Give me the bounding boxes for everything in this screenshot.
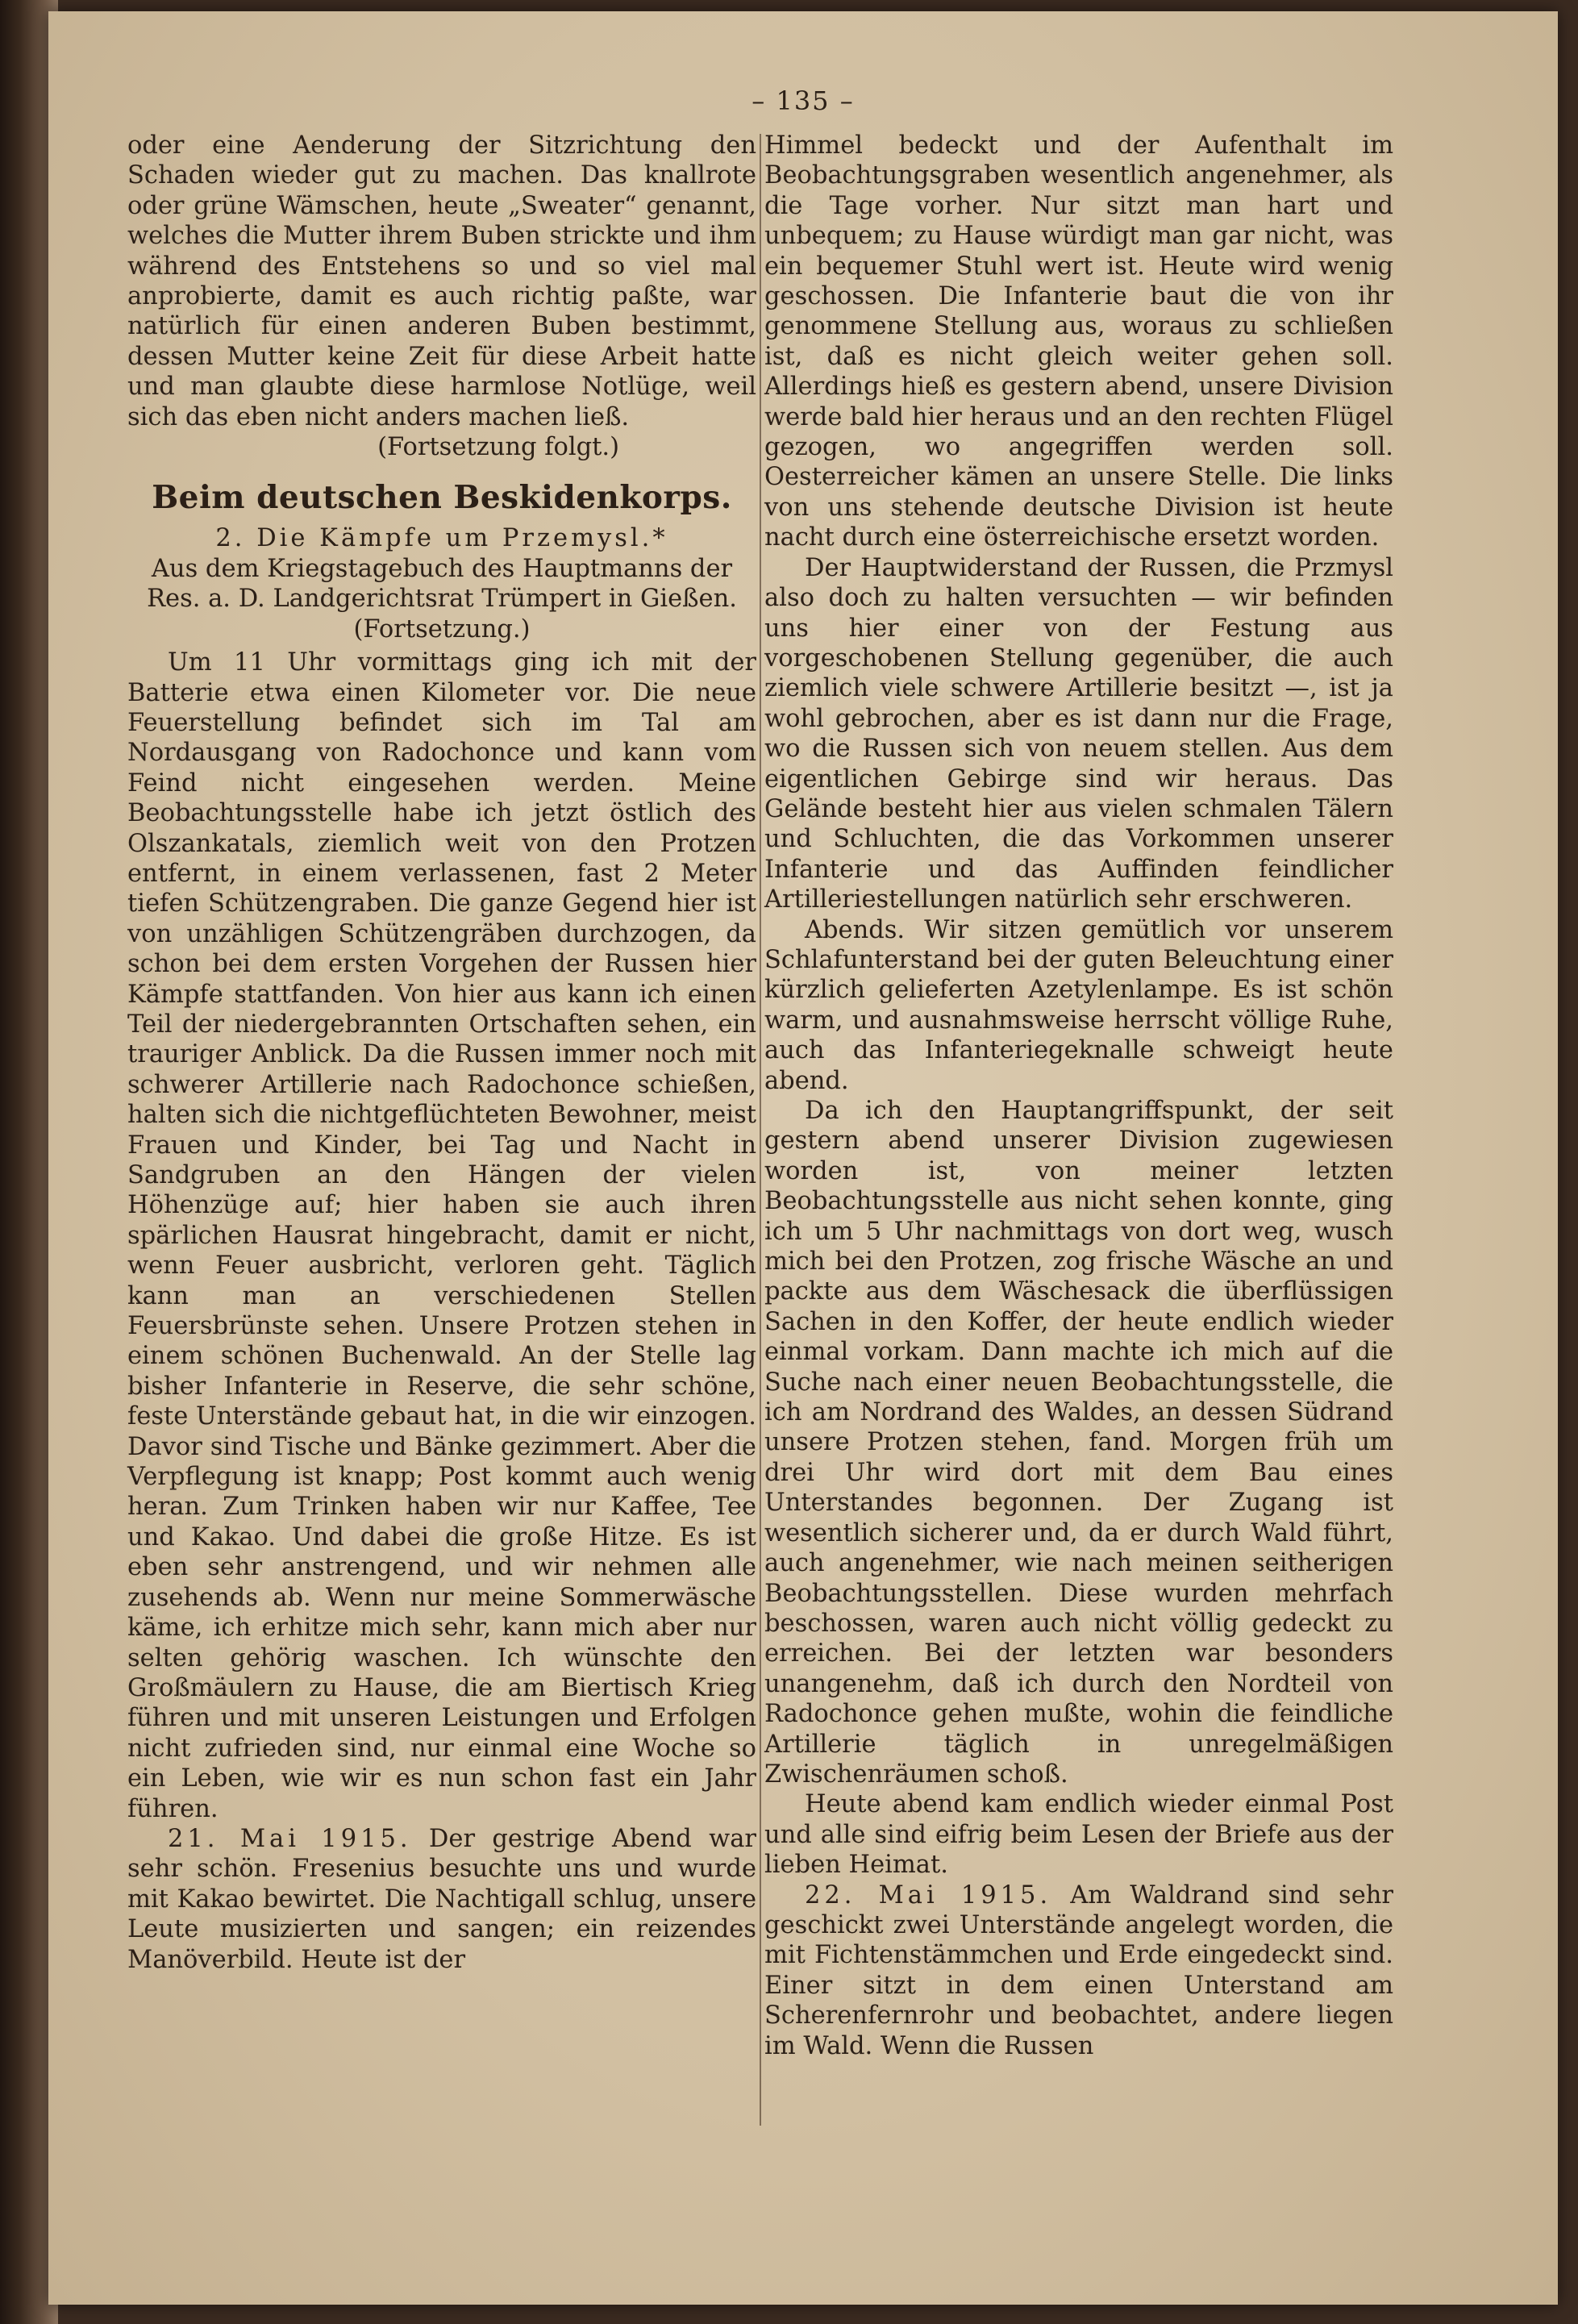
right-column xyxy=(764,131,1393,2061)
article-title: Beim deutschen Beskidenkorps. xyxy=(152,479,732,517)
entry-date: 22. Mai 1915. xyxy=(805,1880,1052,1910)
body-paragraph: Um 11 Uhr vormittags ging ich mit der Batterie etwa einen Kilometer vor. Die neue Feuerstellung befindet sich im Tal am Nordausgang von Radochonce und kann vom Feind nicht eingesehen werden. Meine Beobachtungsstelle habe ich jetzt östlich des Olszankatals, ziemlich weit von den Protzen entfernt, in einem verlassenen, fast 2 Meter tiefen Schützengraben. Die ganze Gegend hier ist von unzähligen Schützengräben durchzogen, da schon bei dem ersten Vorgehen der Russen hier Kämpfe stattfanden. Von hier aus kann ich einen Teil der niedergebrannten Ortschaften sehen, ein trauriger Anblick. Da die Russen immer noch mit schwerer Artillerie nach Radochonce schießen, halten sich die nichtgeflüchteten Bewohner, meist Frauen und Kinder, bei Tag und Nacht in Sandgruben an den Hängen der vielen Höhenzüge auf; hier haben sie auch ihren spärlichen Hausrat hingebracht, damit er nicht, wenn Feuer ausbricht, verloren geht. Täglich kann man an verschiedenen Stellen Feuersbrünste sehen. Unsere Protzen stehen in einem schönen Buchenwald. An der Stelle lag bisher Infanterie in Reserve, die sehr schöne, feste Unterstände gebaut hat, in die wir einzogen. Davor sind Tische und Bänke gezimmert. Aber die Verpflegung ist knapp; Post kommt auch wenig heran. Zum Trinken haben wir nur Kaffee, Tee und Kakao. Und dabei die große Hitze. Es ist eben sehr anstrengend, und wir nehmen alle zusehends ab. Wenn nur meine Sommerwäsche käme, ich erhitze mich sehr, kann mich aber nur selten gehörig waschen. Ich wünschte den Großmäulern zu Hause, die am Biertisch Krieg führen und mit unseren Leistungen und Erfolgen nicht zufrieden sind, nur einmal eine Woche so ein Leben, wie wir es nun schon fast ein Jahr führen. xyxy=(127,648,756,1823)
body-paragraph: Himmel bedeckt und der Aufenthalt im Beobachtungsgraben wesentlich angenehmer, als die Tage vorher. Nur sitzt man hart und unbequem; zu Hause würdigt man gar nicht, was ein bequemer Stuhl wert ist. Heute wird wenig geschossen. Die Infanterie baut die von ihr genommene Stellung aus, woraus zu schließen ist, daß es nicht gleich weiter gehen soll. Allerdings hieß es gestern abend, unsere Division werde bald hier heraus und an den rechten Flügel gezogen, wo angegriffen werden soll. Oesterreicher kämen an unsere Stelle. Die links von uns stehende deutsche Division ist heute nacht durch eine österreichische ersetzt worden. xyxy=(764,131,1393,552)
body-paragraph: Abends. Wir sitzen gemütlich vor unserem Schlafunterstand bei der guten Beleuchtung einer kürzlich gelieferten Azetylenlampe. Es ist schön warm, und ausnahmsweise herrscht völlige Ruhe, auch das Infanteriegeknalle schweigt heute abend. xyxy=(764,915,1393,1095)
left-column xyxy=(127,131,756,1975)
dated-paragraph xyxy=(127,1824,756,1975)
entry-date: 21. Mai 1915. xyxy=(168,1824,412,1853)
continued-note: (Fortsetzung folgt.) xyxy=(377,433,619,462)
article-source: Aus dem Kriegstagebuch des Hauptmanns der Res. a. D. Landgerichtsrat Trümpert in Gießen. xyxy=(147,554,737,614)
body-paragraph: Der Hauptwiderstand der Russen, die Przmysl also doch zu halten versuchten — wir befinden uns hier einer von der Festung aus vorgeschobenen Stellung gegenüber, die auch ziemlich viele schwere Artillerie besitzt —, ist ja wohl gebrochen, aber es ist dann nur die Frage, wo die Russen sich von neuem stellen. Aus dem eigentlichen Gebirge sind wir heraus. Das Gelände besteht hier aus vielen schmalen Tälern und Schluchten, die das Vorkommen unserer Infanterie und das Auffinden feindlicher Artilleriestellungen natürlich sehr erschweren. xyxy=(764,553,1393,914)
body-paragraph: Heute abend kam endlich wieder einmal Post und alle sind eifrig beim Lesen der Briefe aus der lieben Heimat. xyxy=(764,1790,1393,1880)
article-subtitle: 2. Die Kämpfe um Przemysl.* xyxy=(215,524,668,553)
dated-paragraph xyxy=(764,1880,1393,2061)
entry-text: Am Waldrand sind sehr geschickt zwei Unterstände angelegt worden, die mit Fichtenstämmchen und Erde eingedeckt sind. Einer sitzt in dem einen Unterstand am Scherenfernrohr und beobachtet, andere liegen im Wald. Wenn die Russen xyxy=(764,1880,1393,2060)
entry-text: Der gestrige Abend war sehr schön. Fresenius besuchte uns und wurde mit Kakao bewirtet. Die Nachtigall schlug, unsere Leute musizierten und sangen; ein reizendes Manöverbild. Heute ist der xyxy=(127,1824,756,1974)
page-number: – 135 – xyxy=(752,85,855,116)
newspaper-page xyxy=(48,11,1558,2305)
body-paragraph: Da ich den Hauptangriffspunkt, der seit gestern abend unserer Division zugewiesen worden ist, von meiner letzten Beobachtungsstelle aus nicht sehen konnte, ging ich um 5 Uhr nachmittags von dort weg, wusch mich bei den Protzen, zog frische Wäsche an und packte aus dem Wäschesack die überflüssigen Sachen in den Koffer, der heute endlich wieder einmal vorkam. Dann machte ich mich auf die Suche nach einer neuen Beobachtungsstelle, die ich am Nordrand des Waldes, an dessen Südrand unsere Protzen stehen, fand. Morgen früh um drei Uhr wird dort mit dem Bau eines Unterstandes begonnen. Der Zugang ist wesentlich sicherer und, da er durch Wald führt, auch angenehmer, wie nach meinen seitherigen Beobachtungsstellen. Diese wurden mehrfach beschossen, waren auch nicht völlig gedeckt zu erreichen. Bei der letzten war besonders unangenehm, daß ich durch den Nordteil von Radochonce gehen mußte, wohin die feindliche Artillerie täglich in unregelmäßigen Zwischenräumen schoß. xyxy=(764,1097,1393,1789)
intro-paragraph: oder eine Aenderung der Sitzrichtung den Schaden wieder gut zu machen. Das knallrote oder grüne Wämschen, heute „Sweater“ genannt, welches die Mutter ihrem Buben strickte und ihm während des Entstehens so und so viel mal anprobierte, damit es auch richtig paßte, war natürlich für einen anderen Buben bestimmt, dessen Mutter keine Zeit für diese Arbeit hatte und man glaubte diese harmlose Notlüge, weil sich das eben nicht anders machen ließ. xyxy=(127,131,756,431)
column-divider xyxy=(760,134,761,2126)
article-continuation: (Fortsetzung.) xyxy=(353,614,531,643)
